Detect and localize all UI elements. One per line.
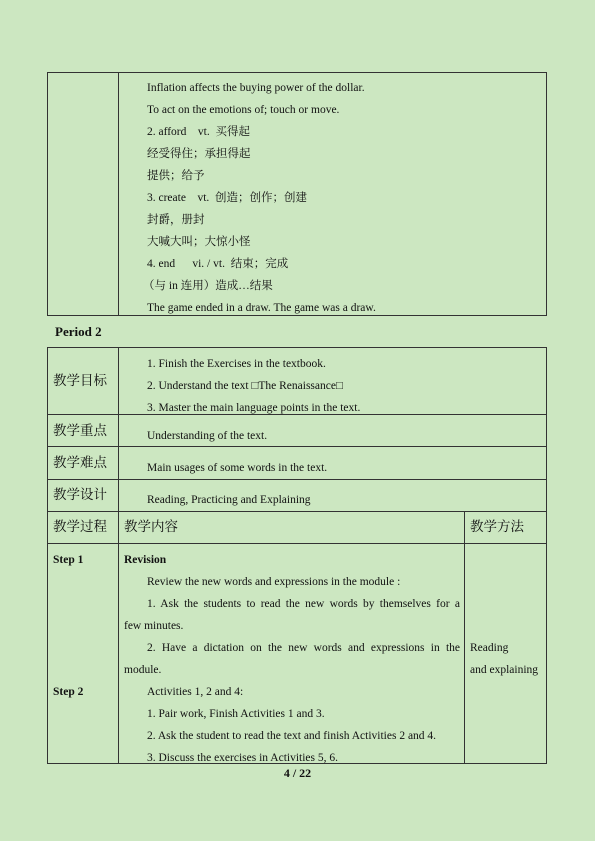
design-label: 教学设计 [53,487,107,503]
revision-item-2a: 2. Have a dictation on the new words and expressions in the [147,642,460,654]
objective-3: 3. Master the main language points in the text. [147,402,361,414]
activity-3: 3. Discuss the exercises in Activities 5, 6. [147,752,338,764]
difficult-points-text: Main usages of some words in the text. [147,462,328,474]
page-number: 4 / 22 [283,766,312,780]
key-points-label: 教学重点 [53,423,107,439]
objective-2: 2. Understand the text □The Renaissance□ [147,380,343,392]
objective-1: 1. Finish the Exercises in the textbook. [147,358,326,370]
top-line-9: 4. end vi. / vt. 结束；完成 [147,258,289,270]
period-title: Period 2 [55,324,102,339]
top-line-3: 2. afford vt. 买得起 [147,126,250,138]
activity-1: 1. Pair work, Finish Activities 1 and 3. [147,708,325,720]
method-line-1: Reading [470,642,509,654]
top-line-5: 提供；给予 [147,170,205,182]
objectives-label: 教学目标 [53,373,107,389]
revision-item-1b: few minutes. [124,620,184,632]
top-line-4: 经受得住；承担得起 [147,148,251,160]
step-2-label: Step 2 [53,686,84,698]
top-line-10: （与 in 连用）造成…结果 [143,280,273,292]
revision-item-2b: module. [124,664,162,676]
activity-2: 2. Ask the student to read the text and finish Activities 2 and 4. [147,730,437,742]
col-process-header: 教学过程 [53,519,107,535]
top-line-6: 3. create vt. 创造；创作；创建 [147,192,308,204]
activities-intro: Activities 1, 2 and 4: [147,686,244,698]
revision-item-1a: 1. Ask the students to read the new words by themselves for a [147,598,460,610]
top-line-8: 大喊大叫；大惊小怪 [147,236,251,248]
revision-intro: Review the new words and expressions in the module : [147,576,401,588]
design-text: Reading, Practicing and Explaining [147,494,311,506]
top-line-11: The game ended in a draw. The game was a draw. [147,302,376,314]
method-line-2: and explaining [470,664,539,676]
top-line-1: Inflation affects the buying power of the dollar. [147,82,365,94]
top-line-2: To act on the emotions of; touch or move. [147,104,340,116]
difficult-points-label: 教学难点 [53,455,107,471]
col-content-header: 教学内容 [124,519,178,535]
step-1-label: Step 1 [53,554,84,566]
revision-title: Revision [124,554,167,566]
col-method-header: 教学方法 [470,519,524,535]
key-points-text: Understanding of the text. [147,430,268,442]
top-line-7: 封爵，册封 [147,214,205,226]
